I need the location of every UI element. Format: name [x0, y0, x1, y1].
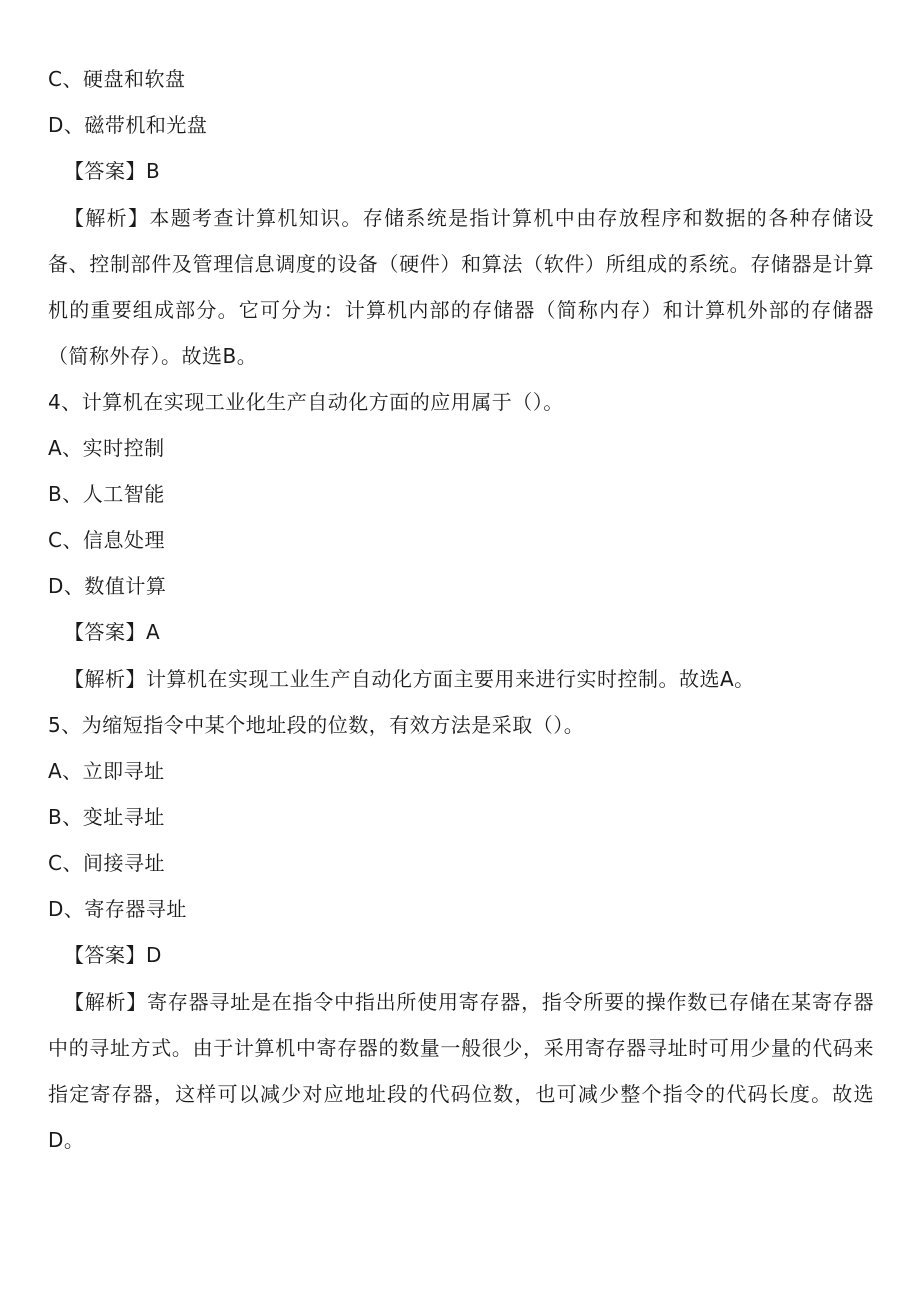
q5-option-c: C、间接寻址 [48, 851, 165, 875]
q5-option-a: A、立即寻址 [48, 759, 165, 783]
q5-analysis: 【解析】寄存器寻址是在指令中指出所使用寄存器，指令所要的操作数已存储在某寄存器中的寻址方式。由于计算机中寄存器的数量一般很少，采用寄存器寻址时可用少量的代码来指定寄存器，这样可以减少对应地址段的代码位数，也可减少整个指令的代码长度。故选D。 [48, 990, 874, 1152]
q4-answer: 【答案】A [64, 620, 161, 644]
q3-analysis: 【解析】本题考查计算机知识。存储系统是指计算机中由存放程序和数据的各种存储设备、控制部件及管理信息调度的设备（硬件）和算法（软件）所组成的系统。存储器是计算机的重要组成部分。它可分为：计算机内部的存储器（简称内存）和计算机外部的存储器（简称外存）。故选B。 [48, 206, 874, 368]
q5-answer: 【答案】D [64, 943, 162, 967]
q4-option-b: B、人工智能 [48, 482, 165, 506]
q4-option-c: C、信息处理 [48, 528, 165, 552]
q5-option-d: D、寄存器寻址 [48, 897, 187, 921]
q5-question: 5、为缩短指令中某个地址段的位数，有效方法是采取（）。 [48, 713, 585, 737]
q4-analysis: 【解析】计算机在实现工业生产自动化方面主要用来进行实时控制。故选A。 [64, 667, 755, 691]
q5-option-b: B、变址寻址 [48, 805, 165, 829]
q4-question: 4、计算机在实现工业化生产自动化方面的应用属于（）。 [48, 390, 564, 414]
q3-answer: 【答案】B [64, 159, 161, 183]
q4-option-a: A、实时控制 [48, 436, 165, 460]
q3-option-c: C、硬盘和软盘 [48, 67, 186, 91]
q3-option-d: D、磁带机和光盘 [48, 113, 208, 137]
q4-option-d: D、数值计算 [48, 574, 167, 598]
